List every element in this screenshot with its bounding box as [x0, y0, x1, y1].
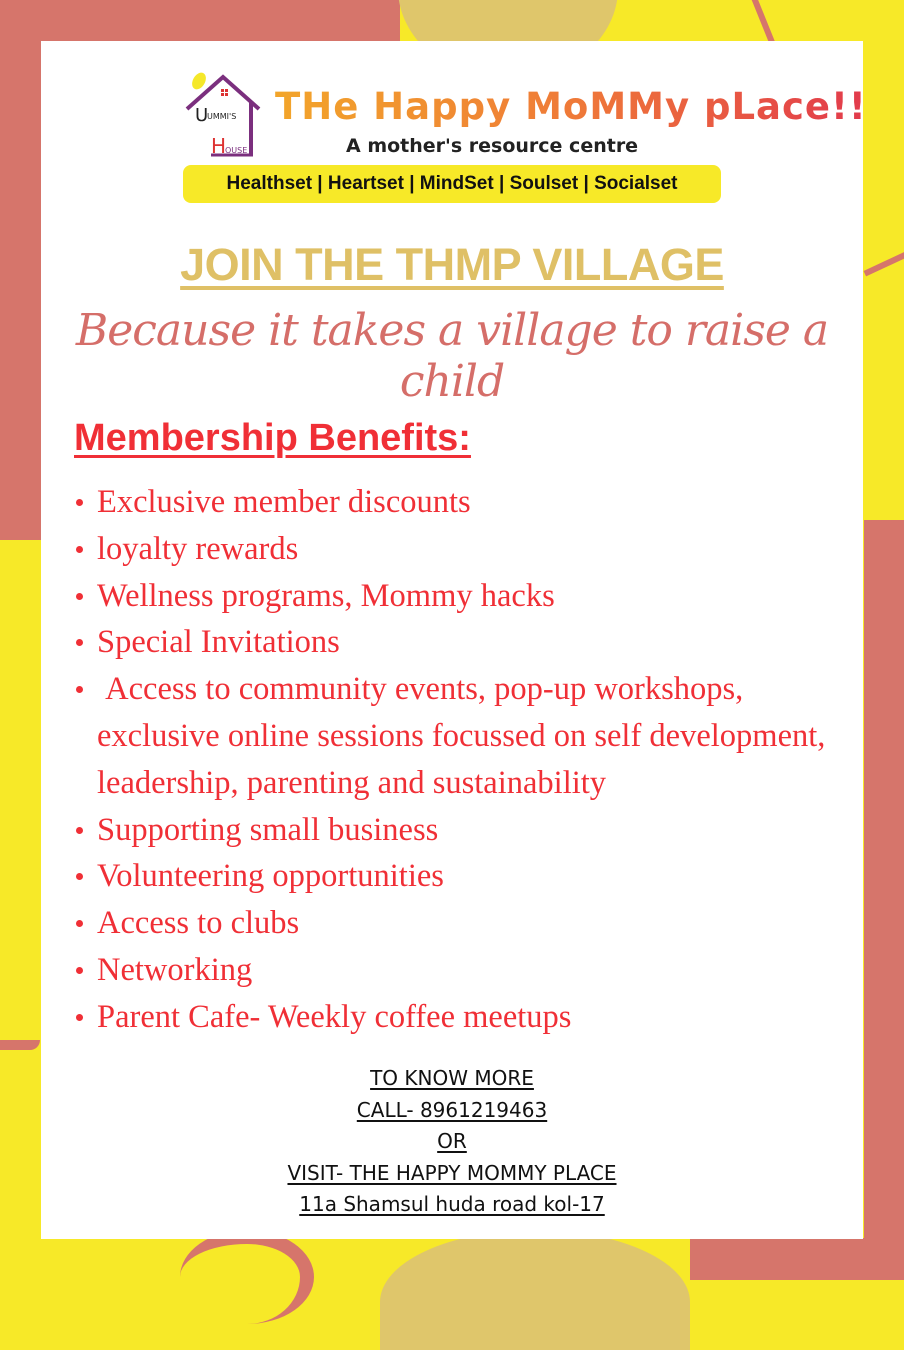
bullet-icon: [76, 920, 83, 927]
bullet-icon: [76, 593, 83, 600]
svg-text:UMMI'S: UMMI'S: [207, 112, 237, 121]
benefit-item: Networking: [74, 947, 864, 994]
benefit-item: Parent Cafe- Weekly coffee meetups: [74, 994, 864, 1041]
contact-address: 11a Shamsul huda road kol-17: [299, 1192, 605, 1216]
benefits-title: Membership Benefits:: [74, 417, 471, 459]
background-salmon-arc-bottom: [180, 1230, 314, 1324]
brand-logo: [183, 69, 867, 209]
house-logo-icon: [183, 69, 263, 159]
contact-phone: CALL- 8961219463: [356, 1097, 548, 1122]
bullet-icon: [76, 873, 83, 880]
contact-block: [41, 1063, 863, 1221]
benefit-item: Access to clubs: [74, 900, 864, 947]
benefit-item: Exclusive member discounts: [74, 479, 864, 526]
svg-text:H: H: [211, 134, 227, 158]
benefit-item: Supporting small business: [74, 807, 864, 854]
pillars-banner: Healthset | Heartset | MindSet | Soulset | Socialset: [183, 165, 721, 203]
benefit-item: loyalty rewards: [74, 526, 864, 573]
benefits-list: [74, 479, 864, 1041]
bullet-icon: [76, 686, 83, 693]
svg-text:U: U: [195, 105, 209, 126]
benefit-item: Volunteering opportunities: [74, 853, 864, 900]
brand-title: THe Happy MoMMy pLace!!: [275, 85, 867, 128]
bullet-icon: [76, 639, 83, 646]
benefit-item: Wellness programs, Mommy hacks: [74, 573, 864, 620]
contact-intro: TO KNOW MORE: [370, 1066, 534, 1090]
flyer-card: [41, 41, 867, 1239]
bullet-icon: [76, 967, 83, 974]
background-mustard-blob-bottom: [380, 1230, 690, 1350]
bullet-icon: [76, 827, 83, 834]
bullet-icon: [76, 1014, 83, 1021]
background-salmon-shape-right: [864, 520, 904, 1280]
background-salmon-shape-bottom-right: [690, 1238, 904, 1280]
background-salmon-band-left: [0, 1040, 40, 1050]
headline: JOIN THE THMP VILLAGE: [180, 239, 724, 290]
bullet-icon: [76, 499, 83, 506]
bullet-icon: [76, 546, 83, 553]
svg-text:OUSE: OUSE: [225, 146, 248, 155]
brand-subtitle: A mother's resource centre: [346, 135, 639, 157]
benefit-item: Access to community events, pop-up workshops, exclusive online sessions focussed on self development, leadership, parenting and sustainability: [74, 666, 864, 806]
benefit-item: Special Invitations: [74, 619, 864, 666]
background-salmon-curve-right: [864, 246, 904, 277]
contact-or: OR: [437, 1129, 467, 1153]
contact-visit: VISIT- THE HAPPY MOMMY PLACE: [287, 1160, 617, 1185]
tagline: Because it takes a village to raise a child: [75, 305, 829, 407]
